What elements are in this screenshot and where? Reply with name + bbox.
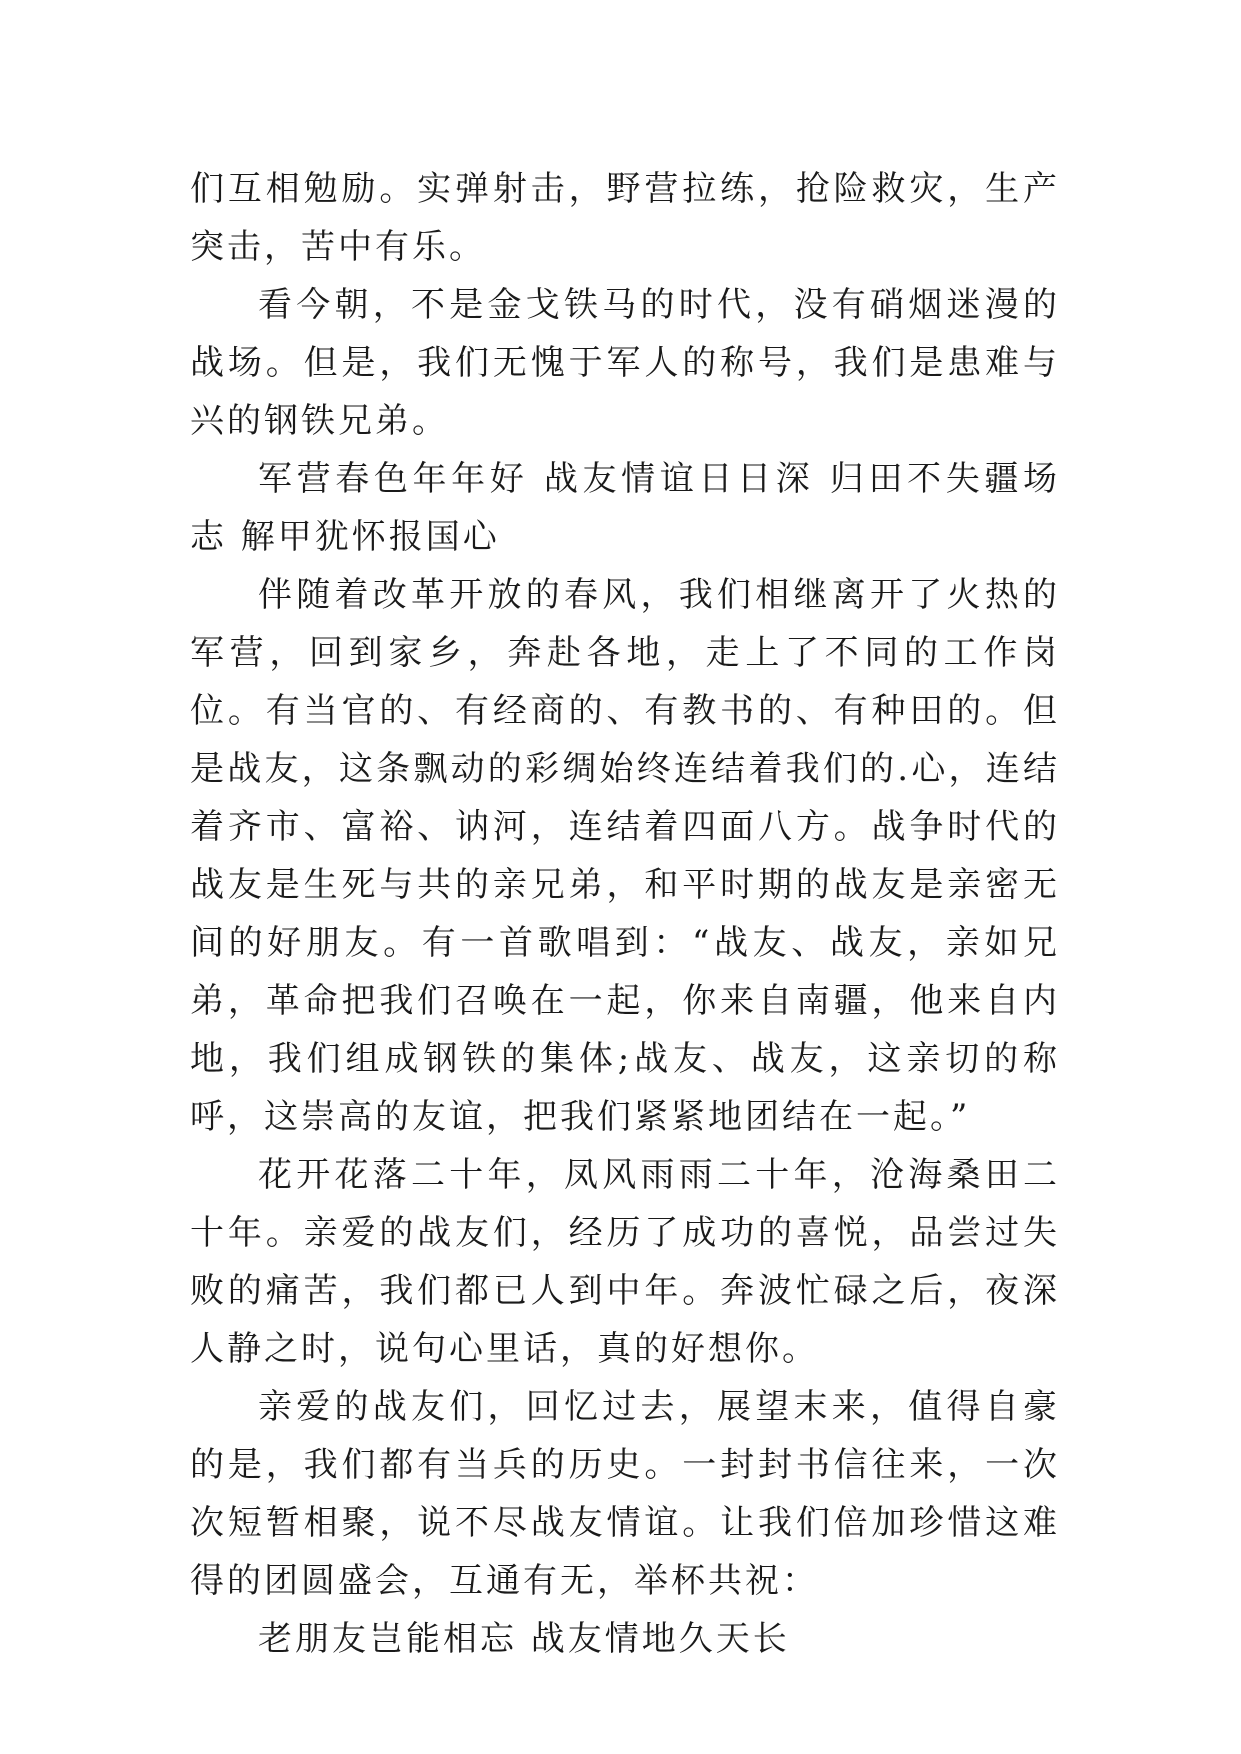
paragraph-5: 花开花落二十年，凤风雨雨二十年，沧海桑田二十年。亲爱的战友们，经历了成功的喜悦，品尝过失败的痛苦，我们都已人到中年。奔波忙碌之后，夜深人静之时，说句心里话，真的好想你。 (190, 1155, 1060, 1369)
document-body (190, 160, 1060, 1668)
paragraph-1: 们互相勉励。实弹射击，野营拉练，抢险救灾，生产突击，苦中有乐。 (190, 169, 1060, 267)
paragraph-6: 亲爱的战友们，回忆过去，展望末来，值得自豪的是，我们都有当兵的历史。一封封书信往来，一次次短暂相聚，说不尽战友情谊。让我们倍加珍惜这难得的团圆盛会，互通有无，举杯共祝： (190, 1387, 1060, 1601)
paragraph-3: 军营春色年年好 战友情谊日日深 归田不失疆场志 解甲犹怀报国心 (190, 459, 1060, 557)
paragraph-7: 老朋友岂能相忘 战友情地久天长 (258, 1619, 790, 1659)
paragraph-2: 看今朝，不是金戈铁马的时代，没有硝烟迷漫的战场。但是，我们无愧于军人的称号，我们是患难与兴的钢铁兄弟。 (190, 285, 1060, 441)
paragraph-4: 伴随着改革开放的春风，我们相继离开了火热的军营，回到家乡，奔赴各地，走上了不同的工作岗位。有当官的、有经商的、有教书的、有种田的。但是战友，这条飘动的彩绸始终连结着我们的.心，连结着齐市、富裕、讷河，连结着四面八方。战争时代的战友是生死与共的亲兄弟，和平时期的战友是亲密无间的好朋友。有一首歌唱到：“战友、战友，亲如兄弟，革命把我们召唤在一起，你来自南疆，他来自内地，我们组成钢铁的集体;战友、战友，这亲切的称呼，这崇高的友谊，把我们紧紧地团结在一起。” (190, 575, 1060, 1137)
